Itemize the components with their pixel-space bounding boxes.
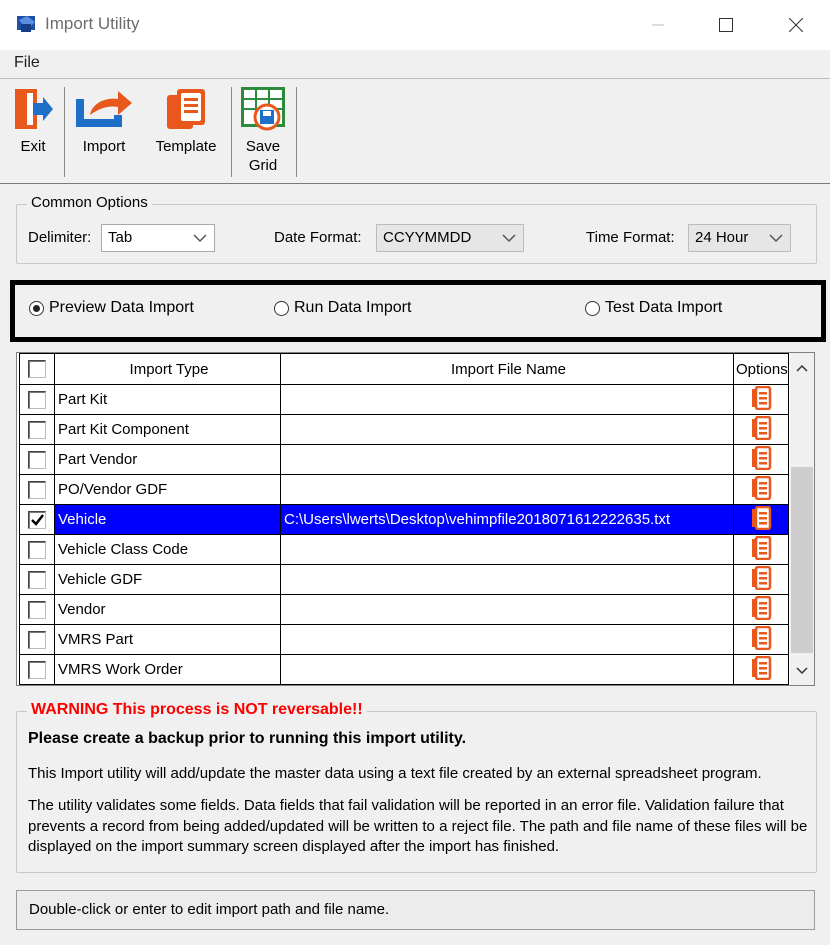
template-button[interactable] [150,85,222,156]
checkmark-icon [29,512,45,528]
options-header[interactable]: Options [734,354,789,385]
table-row[interactable] [20,595,789,625]
options-icon[interactable] [750,416,772,444]
radio-selected-icon [29,301,44,316]
delimiter-select[interactable] [101,224,215,252]
import-file-cell[interactable] [281,535,734,565]
row-checkbox[interactable] [28,571,46,589]
row-checkbox[interactable] [28,511,46,529]
exit-button[interactable] [8,85,58,156]
row-checkbox-cell[interactable] [20,505,55,535]
exit-icon [11,85,55,133]
template-label: Template [155,138,217,155]
import-type-cell[interactable]: Vehicle Class Code [55,535,281,565]
import-file-cell[interactable]: C:\Users\lwerts\Desktop\vehimpfile2018071612222635.txt [281,505,734,535]
window-title: Import Utility [45,14,140,33]
import-file-header[interactable]: Import File Name [281,354,734,385]
run-data-import-radio[interactable] [274,299,411,317]
import-type-cell[interactable]: Part Kit [55,385,281,415]
chevron-down-icon [192,230,208,246]
options-cell[interactable] [734,385,789,415]
row-checkbox[interactable] [28,451,46,469]
options-icon[interactable] [750,446,772,474]
toolbar-separator [296,87,297,177]
options-cell[interactable] [734,655,789,685]
table-row[interactable] [20,445,789,475]
options-icon[interactable] [750,476,772,504]
row-checkbox[interactable] [28,631,46,649]
row-checkbox[interactable] [28,481,46,499]
mode-radio-group [10,280,826,342]
menu-bar [0,50,830,78]
import-type-cell[interactable]: Vendor [55,595,281,625]
close-icon [789,18,803,32]
preview-data-import-label: Preview Data Import [49,299,194,316]
maximize-button[interactable] [692,0,760,50]
import-type-cell[interactable]: Vehicle GDF [55,565,281,595]
test-data-import-label: Test Data Import [605,299,723,316]
row-checkbox-cell[interactable] [20,595,55,625]
row-checkbox-cell[interactable] [20,385,55,415]
radio-unselected-icon [274,301,289,316]
options-cell[interactable] [734,535,789,565]
table-row[interactable] [20,385,789,415]
options-cell[interactable] [734,565,789,595]
save-grid-icon [237,85,289,133]
select-all-cell[interactable] [20,354,55,385]
table-row[interactable] [20,625,789,655]
import-label: Import [82,138,126,155]
import-file-cell[interactable] [281,595,734,625]
row-checkbox-cell[interactable] [20,655,55,685]
options-cell[interactable] [734,505,789,535]
row-checkbox-cell[interactable] [20,445,55,475]
import-file-cell[interactable] [281,655,734,685]
import-file-cell[interactable] [281,385,734,415]
options-icon[interactable] [750,596,772,624]
save-grid-label-line1: Save [245,138,281,155]
minimize-icon [652,19,664,31]
time-format-label: Time Format: [586,229,675,246]
delimiter-label: Delimiter: [28,229,92,246]
import-table [19,353,789,685]
template-icon [163,85,209,133]
table-row[interactable] [20,415,789,445]
import-icon [72,85,136,133]
warning-paragraph-2: The utility validates some fields. Data fields that fail validation will be reported in an error file. Validation failure that prevents a record from being added/updated will be written to a reject file. The path and file name of these files will be displayed on the import summary screen displayed after the import has finished. [28,797,808,855]
options-icon[interactable] [750,566,772,594]
row-checkbox[interactable] [28,541,46,559]
options-cell[interactable] [734,475,789,505]
run-data-import-label: Run Data Import [294,299,412,316]
table-row[interactable] [20,655,789,685]
time-format-value: 24 Hour [695,229,749,246]
row-checkbox[interactable] [28,391,46,409]
import-type-cell[interactable]: Part Vendor [55,445,281,475]
app-logo-icon [15,12,39,36]
scroll-thumb[interactable] [791,467,813,653]
import-type-header[interactable]: Import Type [55,354,281,385]
vertical-scrollbar[interactable] [790,353,814,685]
row-checkbox-cell[interactable] [20,415,55,445]
row-checkbox-cell[interactable] [20,475,55,505]
radio-unselected-icon [585,301,600,316]
row-checkbox-cell[interactable] [20,535,55,565]
close-button[interactable] [762,0,830,50]
date-format-label: Date Format: [274,229,362,246]
table-row[interactable] [20,565,789,595]
options-cell[interactable] [734,595,789,625]
options-cell[interactable] [734,445,789,475]
import-type-grid [16,352,815,686]
import-file-cell[interactable] [281,625,734,655]
warning-paragraph-1: This Import utility will add/update the master data using a text file created by an external spreadsheet program. [28,765,762,782]
options-icon[interactable] [750,536,772,564]
import-type-cell[interactable]: PO/Vendor GDF [55,475,281,505]
toolbar [0,78,830,184]
import-type-cell[interactable]: VMRS Part [55,625,281,655]
row-checkbox[interactable] [28,661,46,679]
row-checkbox-cell[interactable] [20,565,55,595]
status-bar: Double-click or enter to edit import path and file name. [16,890,815,930]
warning-legend: WARNING This process is NOT reversable!! [27,701,367,719]
warning-backup-line: Please create a backup prior to running this import utility. [28,730,467,747]
title-bar [0,0,830,50]
options-icon[interactable] [750,386,772,414]
row-checkbox-cell[interactable] [20,625,55,655]
common-options-group [16,194,817,264]
import-button[interactable] [72,85,136,156]
options-icon[interactable] [750,626,772,654]
table-row[interactable] [20,505,789,535]
row-checkbox[interactable] [28,601,46,619]
scroll-down-icon[interactable] [796,666,808,676]
row-checkbox[interactable] [28,421,46,439]
import-type-cell[interactable]: Part Kit Component [55,415,281,445]
delimiter-value: Tab [108,229,133,246]
import-file-cell[interactable] [281,475,734,505]
import-file-cell[interactable] [281,445,734,475]
options-cell[interactable] [734,625,789,655]
save-grid-label-line2: Grid [248,157,278,174]
import-type-cell[interactable]: Vehicle [55,505,281,535]
options-icon[interactable] [750,656,772,684]
options-icon[interactable] [750,506,772,534]
options-cell[interactable] [734,415,789,445]
toolbar-separator [64,87,65,177]
time-format-select[interactable] [688,224,791,252]
table-row[interactable] [20,475,789,505]
toolbar-separator [231,87,232,177]
warning-group [16,701,817,873]
save-grid-button[interactable] [235,85,291,175]
maximize-icon [719,18,733,32]
import-file-cell[interactable] [281,415,734,445]
select-all-checkbox[interactable] [28,360,46,378]
preview-data-import-radio[interactable] [29,299,194,317]
scroll-up-icon[interactable] [796,363,808,373]
import-file-cell[interactable] [281,565,734,595]
chevron-down-icon [501,230,517,246]
date-format-value: CCYYMMDD [383,229,472,246]
import-type-cell[interactable]: VMRS Work Order [55,655,281,685]
table-row[interactable] [20,535,789,565]
exit-label: Exit [20,138,46,155]
common-options-legend: Common Options [27,194,152,211]
minimize-button[interactable] [624,0,692,50]
chevron-down-icon [768,230,784,246]
test-data-import-radio[interactable] [585,299,722,317]
menu-file[interactable]: File [14,54,40,71]
date-format-select[interactable] [376,224,524,252]
